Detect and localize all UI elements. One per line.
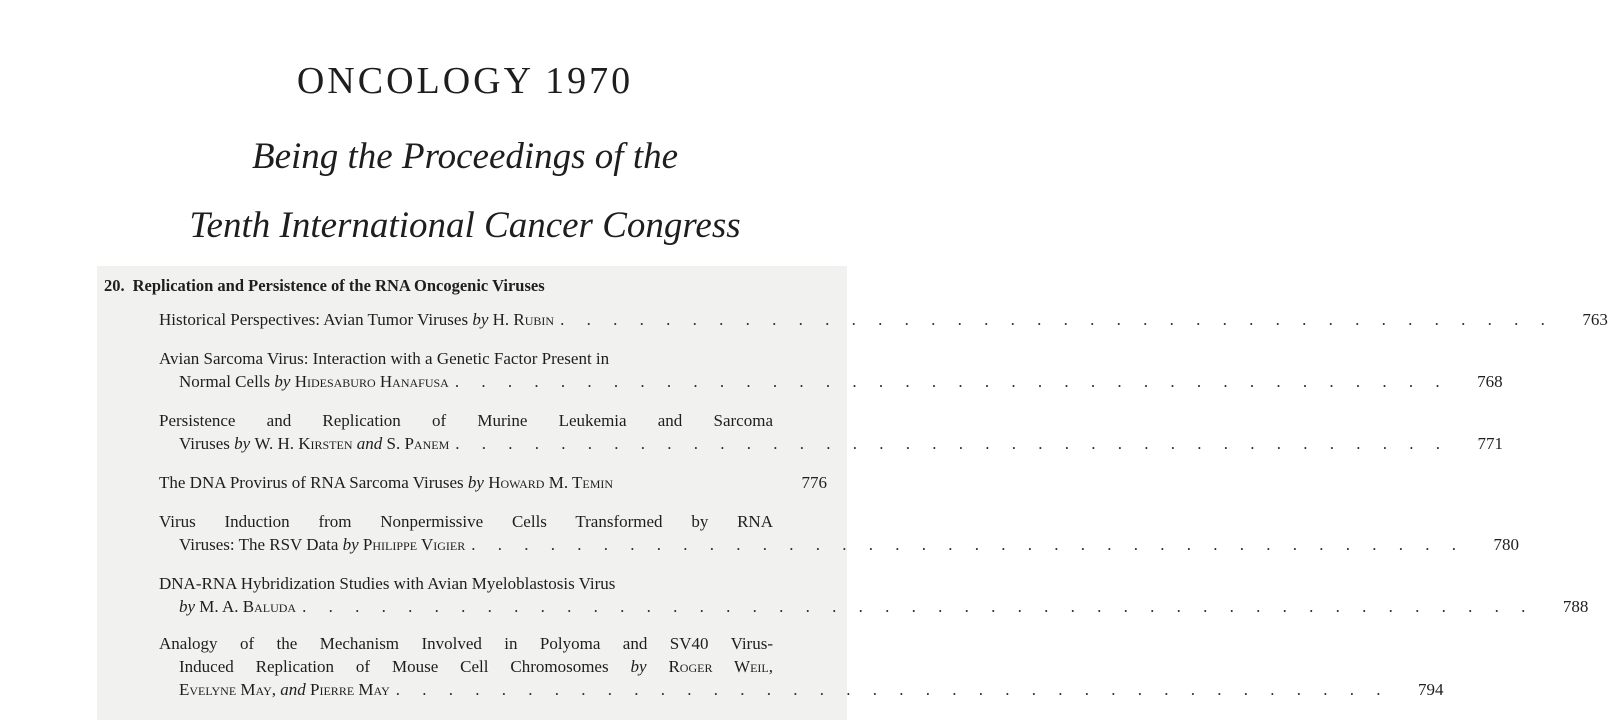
page-number: 776 (801, 473, 827, 492)
by-word: by (274, 372, 291, 391)
toc-entry-line (159, 572, 827, 595)
page-number: 763 (1582, 310, 1608, 329)
toc-entry-line (159, 655, 827, 678)
dot-leader: . . . . . . . . . . . . . . . . . . . . . . . . . . . . . . . . . . . . . . (395, 680, 1390, 699)
by-word: by (234, 434, 251, 453)
entry-author-1: Roger Weil, (668, 657, 773, 676)
section-title: Replication and Persistence of the RNA Oncogenic Viruses (132, 276, 545, 295)
entry-title-line2: Induced Replication of Mouse Cell Chromosomes (179, 657, 609, 676)
entry-title: The DNA Provirus of RNA Sarcoma Viruses (159, 473, 464, 492)
entry-authors: Hidesaburo Hanafusa (294, 372, 449, 391)
toc-entry-temin[interactable] (159, 471, 827, 494)
by-word: by (472, 310, 489, 329)
entry-authors: H. Rubin (492, 310, 555, 329)
page-number: 780 (1493, 535, 1520, 554)
section-number: 20. (104, 276, 125, 295)
toc-entry-line (159, 308, 1608, 331)
toc-entry-kirsten[interactable] (159, 409, 1504, 455)
book-subtitle-line2: Tenth International Cancer Congress (189, 205, 741, 246)
book-subtitle-line1: Being the Proceedings of the (251, 136, 679, 177)
entry-title: Historical Perspectives: Avian Tumor Viruses (159, 310, 469, 329)
section-heading (104, 276, 545, 296)
entry-author-3: Pierre May (310, 680, 390, 699)
by-word: by (342, 535, 359, 554)
entry-title-line2: Viruses: The RSV Data (179, 535, 339, 554)
entry-authors: M. A. Baluda (199, 597, 297, 616)
dot-leader: . . . . . . . . . . . . . . . . . . . . . . . . . . . . . . . . . . . . . . (471, 535, 1466, 554)
toc-entry-line (159, 510, 827, 533)
dot-leader: . . . . . . . . . . . . . . . . . . . . . . . . . . . . . . . . . . . . . . (455, 434, 1450, 453)
entry-title-line1: Persistence and Replication of Murine Leukemia and Sarcoma (159, 411, 773, 430)
dot-leader: . . . . . . . . . . . . . . . . . . . . . . . . . . . . . . . . . . . . . . (560, 310, 1554, 329)
entry-title-line1: DNA-RNA Hybridization Studies with Avian Myeloblastosis Virus (159, 574, 616, 593)
page-number: 768 (1477, 372, 1503, 391)
toc-entry-line (159, 370, 1503, 393)
entry-title-line2: Normal Cells (179, 372, 271, 391)
entry-title-line1: Analogy of the Mechanism Involved in Polyoma and SV40 Virus- (159, 634, 773, 653)
entry-author-2: S. Panem (386, 434, 450, 453)
toc-entry-line (159, 409, 827, 432)
toc-entry-baluda[interactable] (159, 572, 1589, 618)
toc-entry-line (159, 678, 1444, 701)
entry-title-line2: Viruses (179, 434, 230, 453)
toc-entry-line (159, 347, 827, 370)
entry-authors: Howard M. Temin (488, 473, 614, 492)
toc-entry-rubin[interactable] (159, 308, 1608, 331)
table-of-contents (97, 266, 1608, 720)
toc-entry-line (159, 533, 1520, 556)
toc-entry-vigier[interactable] (159, 510, 1520, 556)
entry-title-line1: Virus Induction from Nonpermissive Cells Transformed by RNA (159, 512, 773, 531)
book-title: ONCOLOGY 1970 (296, 60, 634, 102)
toc-entry-line (159, 632, 827, 655)
entry-author-2: Evelyne May, (179, 680, 277, 699)
page-number: 771 (1477, 434, 1504, 453)
toc-entry-line (159, 595, 1589, 618)
dot-leader: . . . . . . . . . . . . . . . . . . . . . . . . . . . . . . . . . . . . . . . . . . . . . . . (302, 597, 1535, 616)
entry-title-line1: Avian Sarcoma Virus: Interaction with a Genetic Factor Present in (159, 349, 610, 368)
by-word: by (630, 657, 647, 676)
toc-entry-line (159, 471, 827, 494)
toc-entry-hanafusa[interactable] (159, 347, 1503, 393)
by-word: by (179, 597, 196, 616)
toc-entry-line (159, 432, 1504, 455)
toc-entry-weil[interactable] (159, 632, 1444, 701)
dot-leader: . . . . . . . . . . . . . . . . . . . . . . . . . . . . . . . . . . . . . . (454, 372, 1449, 391)
and-word: and (280, 680, 306, 699)
page-number: 794 (1418, 680, 1444, 699)
entry-author-1: W. H. Kirsten (254, 434, 353, 453)
by-word: by (467, 473, 484, 492)
and-word: and (356, 434, 383, 453)
entry-authors: Philippe Vigier (362, 535, 466, 554)
page-number: 788 (1562, 597, 1589, 616)
